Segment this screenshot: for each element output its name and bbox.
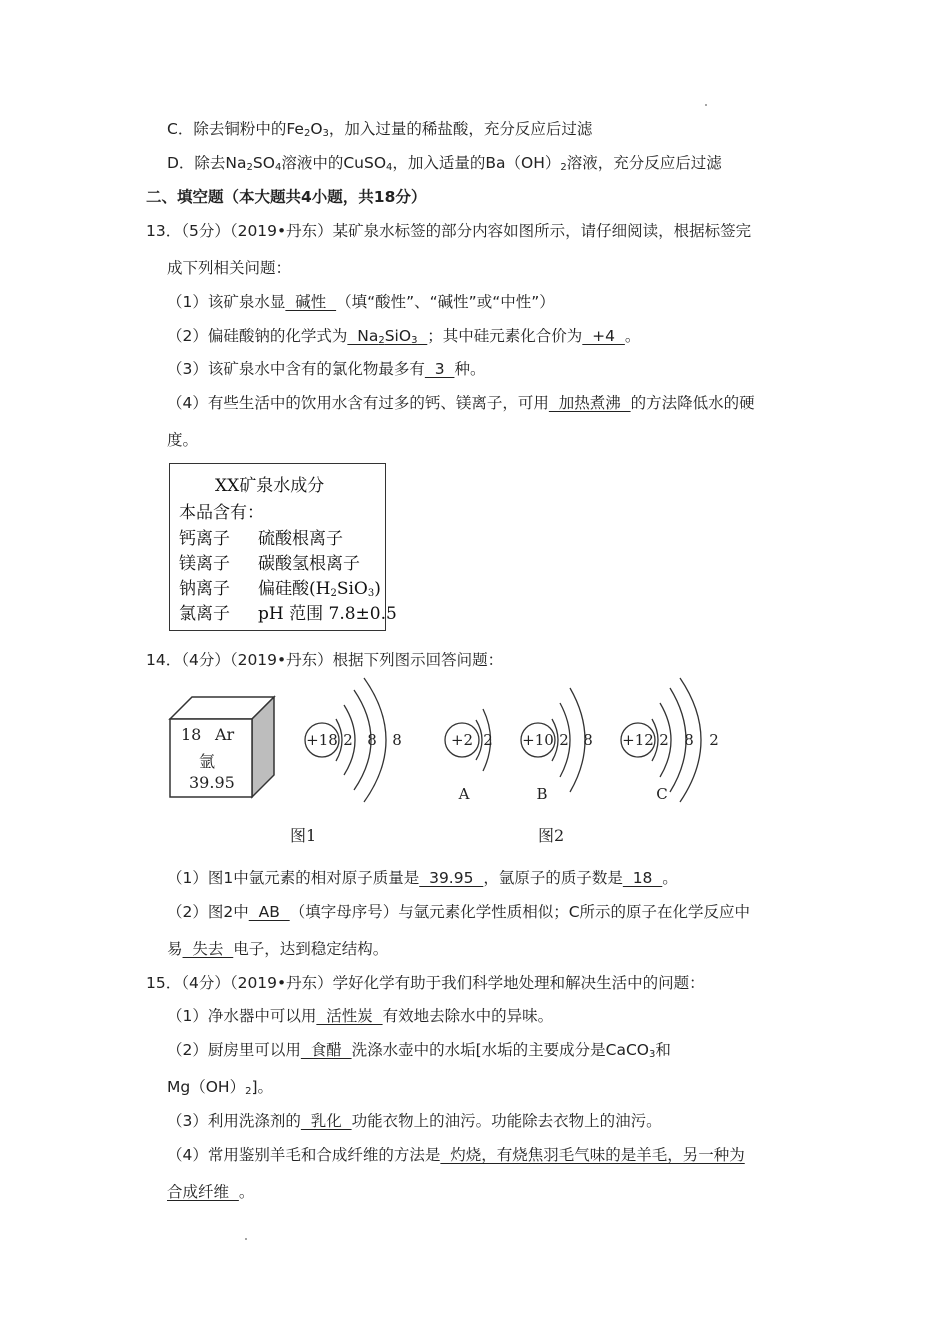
answer: 灼烧，有烧焦羽毛气味的是羊毛，另一种为 <box>440 1146 745 1164</box>
section-title: 二、填空题（本大题共4小题，共18分） <box>146 188 427 206</box>
element-name: 氩 <box>199 752 216 771</box>
q13-stem: 13．（5分）（2019•丹东）某矿泉水标签的部分内容如图所示，请仔细阅读，根据标签完 <box>146 222 752 240</box>
q14-part2: （2）图2中 AB （填字母序号）与氩元素化学性质相似；C所示的原子在化学反应中 <box>167 903 751 921</box>
q13-part2: （2）偏硅酸钠的化学式为 $Na_2SiO_3$ ；其中硅元素化合价为 +4 。 <box>167 327 641 346</box>
element-symbol: Ar <box>215 725 235 744</box>
option-d: D．除去$Na_2SO_4$溶液中的CuSO$_4$，加入适量的$Ba(OH)_2$溶液，充分反应后过滤 <box>167 154 722 173</box>
option-c: C．除去铜粉中的$Fe_2O_3$，加入过量的稀盐酸，充分反应后过滤 <box>167 120 593 139</box>
label-row-a: 氯离子 <box>179 604 230 624</box>
q13-part4-cont: 度。 <box>167 431 199 449</box>
q15-part2: （2）厨房里可以用 食醋 洗涤水壶中的水垢[水垢的主要成分是CaCO$_3$和 <box>167 1041 671 1060</box>
scan-dot <box>245 1238 247 1240</box>
shell-electrons: 2 <box>559 731 569 749</box>
q14-part1: （1）图1中氩元素的相对原子质量是 39.95 ，氩原子的质子数是 18 。 <box>167 869 678 887</box>
shell-electrons: 8 <box>583 731 593 749</box>
q13-part1: （1）该矿泉水显 碱性 （填“酸性”、“碱性”或“中性”） <box>167 293 555 311</box>
answer: 合成纤维 <box>167 1183 239 1201</box>
atom-diagrams <box>290 675 730 815</box>
label-row-b: pH 范围 7.8±0.5 <box>258 604 397 624</box>
answer: AB <box>248 903 290 921</box>
q15-part4: （4）常用鉴别羊毛和合成纤维的方法是 灼烧，有烧焦羽毛气味的是羊毛，另一种为 <box>167 1146 745 1164</box>
answer: 加热煮沸 <box>548 394 631 412</box>
answer: 18 <box>622 869 663 887</box>
answer: 活性炭 <box>316 1007 383 1025</box>
q15-part3: （3）利用洗涤剂的 乳化 功能衣物上的油污。功能除去衣物上的油污。 <box>167 1112 662 1130</box>
answer: 食醋 <box>300 1041 352 1059</box>
label-row-b: 碳酸氢根离子 <box>258 554 360 574</box>
q15-part2-cont: $Mg(OH)_2$]。 <box>167 1078 274 1097</box>
mineral-water-label <box>169 463 397 631</box>
atom-label: B <box>536 785 548 803</box>
answer: 3 <box>424 360 455 378</box>
label-title: XX矿泉水成分 <box>215 476 325 496</box>
nucleus-charge: +12 <box>622 731 654 749</box>
answer: 39.95 <box>419 869 484 887</box>
scan-dot <box>705 104 707 106</box>
q14-stem: 14．（4分）（2019•丹东）根据下列图示回答问题： <box>146 651 504 669</box>
q15-part4-cont: 合成纤维 。 <box>167 1183 255 1201</box>
label-intro: 本品含有： <box>179 503 264 523</box>
q14-part2-cont: 易 失去 电子，达到稳定结构。 <box>167 940 389 958</box>
q15-stem: 15．（4分）（2019•丹东）学好化学有助于我们科学地处理和解决生活中的问题： <box>146 974 705 992</box>
nucleus-charge: +2 <box>450 731 474 749</box>
answer: $Na_2SiO_3$ <box>347 327 418 346</box>
answer: 失去 <box>182 940 234 958</box>
atom-label: C <box>656 785 668 803</box>
figure-1-caption: 图1 <box>290 826 317 845</box>
nucleus-charge: +10 <box>522 731 554 749</box>
q15-part1: （1）净水器中可以用 活性炭 有效地去除水中的异味。 <box>167 1007 554 1025</box>
figure-2-caption: 图2 <box>538 826 565 845</box>
shell-electrons: 2 <box>483 731 493 749</box>
answer: 碱性 <box>285 293 337 311</box>
label-row-a: 钙离子 <box>179 529 230 549</box>
nucleus-charge: +18 <box>306 731 338 749</box>
q13-part4: （4）有些生活中的饮用水含有过多的钙、镁离子，可用 加热煮沸 的方法降低水的硬 <box>167 394 755 412</box>
label-row-a: 镁离子 <box>179 554 230 574</box>
shell-electrons: 8 <box>367 731 377 749</box>
label-row-b: 偏硅酸$(H_2SiO_3)$ <box>258 579 381 599</box>
element-mass: 39.95 <box>189 773 235 792</box>
shell-electrons: 2 <box>709 731 719 749</box>
shell-electrons: 8 <box>684 731 694 749</box>
q13-stem-cont: 成下列相关问题： <box>167 259 292 277</box>
atom-label: A <box>458 785 470 803</box>
answer: +4 <box>582 327 625 345</box>
shell-electrons: 8 <box>392 731 402 749</box>
shell-electrons: 2 <box>659 731 669 749</box>
shell-electrons: 2 <box>343 731 353 749</box>
q13-part3: （3）该矿泉水中含有的氯化物最多有 3 种。 <box>167 360 486 378</box>
answer: 乳化 <box>300 1112 352 1130</box>
element-number: 18 <box>181 725 202 744</box>
label-row-a: 钠离子 <box>179 579 230 599</box>
label-row-b: 硫酸根离子 <box>258 529 343 549</box>
